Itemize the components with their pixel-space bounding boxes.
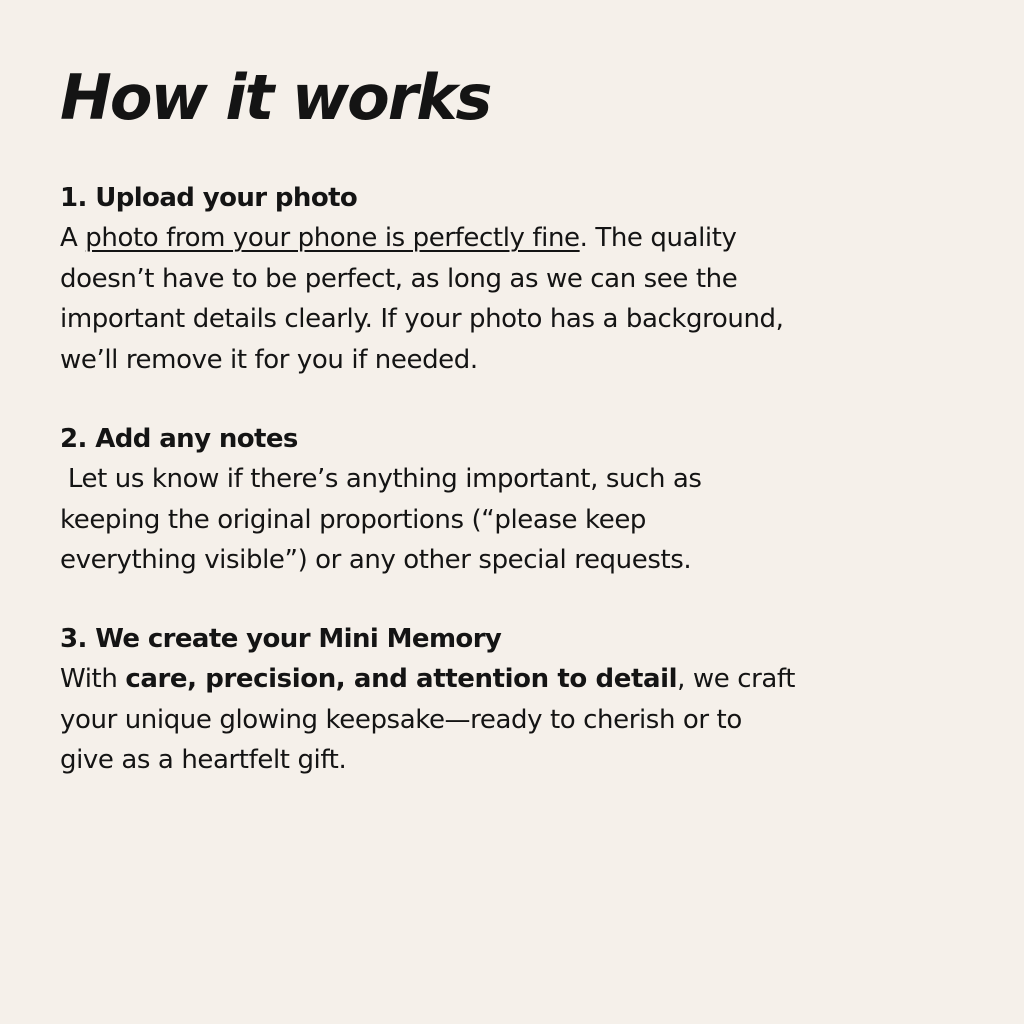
step-description (60, 459, 702, 581)
text-line: With care, precision, and attention to detail, we craft (60, 664, 796, 694)
step-description (60, 218, 784, 380)
step-upload-photo (60, 178, 784, 380)
page-title: How it works (60, 61, 491, 134)
text-line: your unique glowing keepsake—ready to cherish or to (60, 704, 742, 735)
emphasis-text: care, precision, and attention to detail (125, 664, 678, 694)
step-heading: 3. We create your Mini Memory (60, 624, 502, 654)
text-line: keeping the original proportions (“please keep (60, 504, 647, 535)
phone-photo-link[interactable]: photo from your phone is perfectly fine (85, 223, 580, 253)
how-it-works-page (60, 58, 960, 775)
text-line: important details clearly. If your photo has a background, (60, 304, 784, 334)
text-line: A photo from your phone is perfectly fine. The quality (60, 223, 737, 253)
text-line: Let us know if there’s anything important, such as (60, 464, 702, 494)
text-line: doesn’t have to be perfect, as long as we can see the (60, 263, 738, 294)
step-description (60, 659, 795, 781)
text-line: we’ll remove it for you if needed. (60, 344, 478, 375)
step-heading: 2. Add any notes (60, 424, 298, 454)
step-heading: 1. Upload your photo (60, 183, 358, 213)
text-line: everything visible”) or any other special requests. (60, 545, 692, 575)
text-line: give as a heartfelt gift. (60, 745, 347, 775)
step-create-mini-memory (60, 619, 795, 781)
step-add-notes (60, 419, 702, 581)
